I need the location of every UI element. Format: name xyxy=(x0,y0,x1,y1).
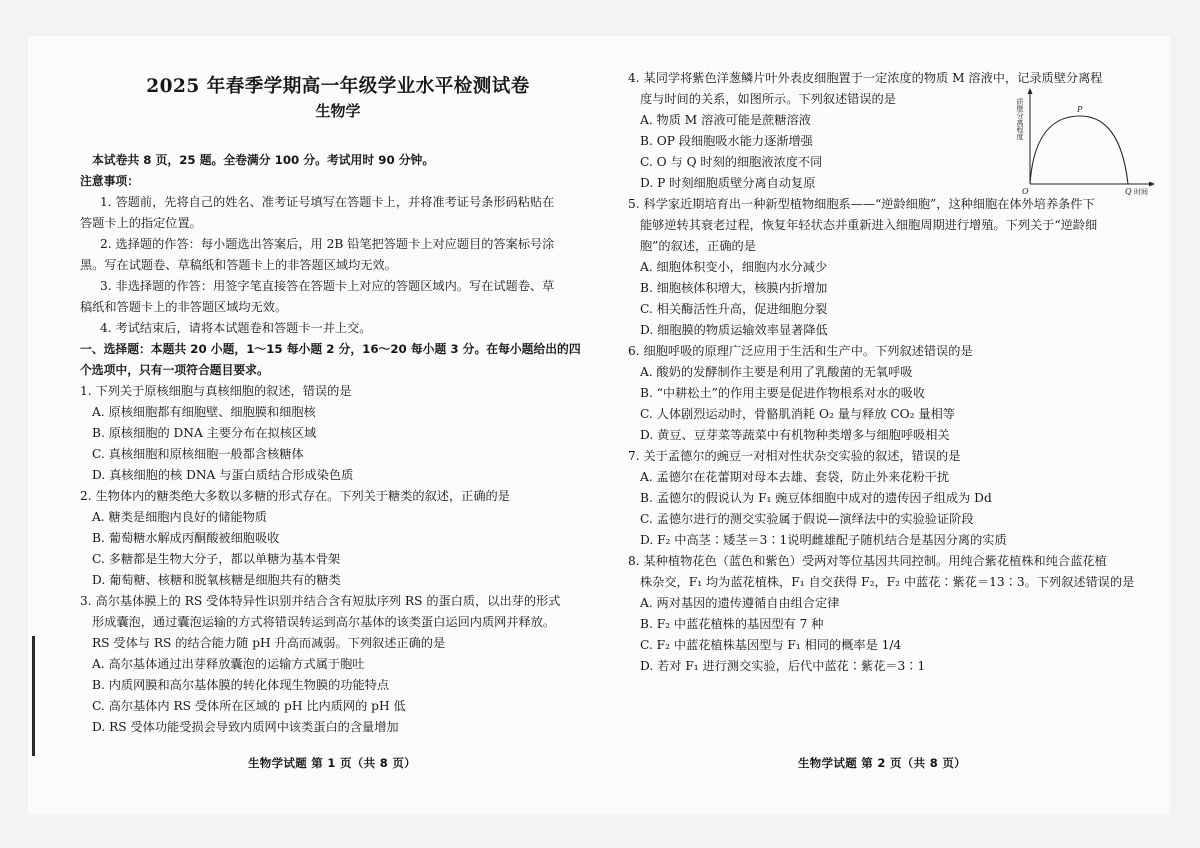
right-line: 6. 细胞呼吸的原理广泛应用于生活和生产中。下列叙述错误的是 xyxy=(628,344,973,358)
plasmolysis-graph xyxy=(1010,86,1160,196)
right-line: C. F₂ 中蓝花植株基因型与 F₁ 相同的概率是 1/4 xyxy=(640,638,902,652)
left-line: 2. 选择题的作答：每小题选出答案后，用 2B 铅笔把答题卡上对应题目的答案标号涂 xyxy=(100,237,555,251)
page-1-footer: 生物学试题 第 1 页（共 8 页） xyxy=(248,756,416,770)
left-line: A. 高尔基体通过出芽释放囊泡的运输方式属于胞吐 xyxy=(92,657,365,671)
right-line: 胞”的叙述，正确的是 xyxy=(640,239,756,253)
right-line: 度与时间的关系，如图所示。下列叙述错误的是 xyxy=(640,92,896,106)
left-line: RS 受体与 RS 的结合能力随 pH 升高而减弱。下列叙述正确的是 xyxy=(92,636,446,650)
left-line: 黑。写在试题卷、草稿纸和答题卡上的非答题区域均无效。 xyxy=(80,258,397,272)
left-line: 形成囊泡，通过囊泡运输的方式将错误转运到高尔基体的该类蛋白运回内质网并释放。 xyxy=(92,615,556,629)
right-line: A. 孟德尔在花蕾期对母本去雄、套袋，防止外来花粉干扰 xyxy=(640,470,950,484)
left-line: D. 真核细胞的核 DNA 与蛋白质结合形成染色质 xyxy=(92,468,354,482)
right-line: C. 孟德尔进行的测交实验属于假说—演绎法中的实验验证阶段 xyxy=(640,512,974,526)
right-line: D. 细胞膜的物质运输效率显著降低 xyxy=(640,323,828,337)
left-line: C. 真核细胞和原核细胞一般都含核糖体 xyxy=(92,447,304,461)
right-line: D. 若对 F₁ 进行测交实验，后代中蓝花∶紫花＝3∶1 xyxy=(640,659,926,673)
right-line: B. 孟德尔的假说认为 F₁ 豌豆体细胞中成对的遗传因子组成为 Dd xyxy=(640,491,992,505)
left-line: C. 多糖都是生物大分子，都以单糖为基本骨架 xyxy=(92,552,341,566)
right-line: D. P 时刻细胞质壁分离自动复原 xyxy=(640,176,816,190)
left-line: 1. 下列关于原核细胞与真核细胞的叙述，错误的是 xyxy=(80,384,352,398)
graph-curve xyxy=(1030,116,1128,184)
exam-title: 2025 年春季学期高一年级学业水平检测试卷 xyxy=(146,76,530,97)
left-line: B. 内质网膜和高尔基体膜的转化体现生物膜的功能特点 xyxy=(92,678,390,692)
left-line: 1. 答题前，先将自己的姓名、准考证号填写在答题卡上，并将准考证号条形码粘贴在 xyxy=(100,195,555,209)
left-line: 答题卡上的指定位置。 xyxy=(80,216,202,230)
right-line: C. 人体剧烈运动时，骨骼肌消耗 O₂ 量与释放 CO₂ 量相等 xyxy=(640,407,955,421)
right-line: 能够逆转其衰老过程，恢复年轻状态并重新进入细胞周期进行增殖。下列关于“逆龄细 xyxy=(640,218,1098,232)
graph-origin-label: O xyxy=(1022,187,1029,196)
graph-y-arrow xyxy=(1028,88,1033,94)
graph-xlabel: 时间 xyxy=(1134,188,1148,196)
right-line: D. 黄豆、豆芽菜等蔬菜中有机物种类增多与细胞呼吸相关 xyxy=(640,428,950,442)
left-line: 3. 高尔基体膜上的 RS 受体特异性识别并结合含有短肽序列 RS 的蛋白质，以出芽的形式 xyxy=(80,594,561,608)
left-line: 稿纸和答题卡上的非答题区域均无效。 xyxy=(80,300,288,314)
right-line: 8. 某种植物花色（蓝色和紫色）受两对等位基因共同控制。用纯合紫花植株和纯合蓝花植 xyxy=(628,554,1107,568)
right-line: C. 相关酶活性升高，促进细胞分裂 xyxy=(640,302,828,316)
exam-subject: 生物学 xyxy=(315,102,361,120)
left-line: A. 糖类是细胞内良好的储能物质 xyxy=(92,510,267,524)
graph-end-label: Q xyxy=(1125,187,1132,196)
right-line: A. 细胞体积变小，细胞内水分减少 xyxy=(640,260,828,274)
binding-edge-mark xyxy=(32,636,35,756)
right-line: B. OP 段细胞吸水能力逐渐增强 xyxy=(640,134,813,148)
graph-x-arrow xyxy=(1149,182,1155,187)
right-line: B. 细胞核体积增大，核膜内折增加 xyxy=(640,281,828,295)
right-line: 株杂交，F₁ 均为蓝花植株，F₁ 自交获得 F₂，F₂ 中蓝花∶紫花＝13∶3。下列叙述错误的是 xyxy=(640,575,1135,589)
left-line: 3. 非选择题的作答：用签字笔直接答在答题卡上对应的答题区域内。写在试题卷、草 xyxy=(100,279,555,293)
left-line: A. 原核细胞都有细胞壁、细胞膜和细胞核 xyxy=(92,405,316,419)
right-line: A. 酸奶的发酵制作主要是利用了乳酸菌的无氧呼吸 xyxy=(640,365,913,379)
graph-ylabel: 质壁分离程度 xyxy=(1016,98,1024,140)
right-line: 7. 关于孟德尔的豌豆一对相对性状杂交实验的叙述，错误的是 xyxy=(628,449,961,463)
right-line: B. “中耕松土”的作用主要是促进作物根系对水的吸收 xyxy=(640,386,926,400)
left-line: 注意事项： xyxy=(80,174,139,188)
left-line: B. 原核细胞的 DNA 主要分布在拟核区域 xyxy=(92,426,317,440)
right-line: 4. 某同学将紫色洋葱鳞片叶外表皮细胞置于一定浓度的物质 M 溶液中，记录质壁分离程 xyxy=(628,71,1103,85)
right-line: D. F₂ 中高茎∶矮茎＝3∶1说明雌雄配子随机结合是基因分离的实质 xyxy=(640,533,1007,547)
right-line: B. F₂ 中蓝花植株的基因型有 7 种 xyxy=(640,617,824,631)
left-line: 个选项中，只有一项符合题目要求。 xyxy=(80,363,269,377)
left-line: C. 高尔基体内 RS 受体所在区域的 pH 比内质网的 pH 低 xyxy=(92,699,406,713)
left-line: D. RS 受体功能受损会导致内质网中该类蛋白的含量增加 xyxy=(92,720,399,734)
left-line: 本试卷共 8 页，25 题。全卷满分 100 分。考试用时 90 分钟。 xyxy=(92,153,435,167)
left-line: 4. 考试结束后，请将本试题卷和答题卡一并上交。 xyxy=(100,321,372,335)
right-line: A. 物质 M 溶液可能是蔗糖溶液 xyxy=(640,113,811,127)
page-2-footer: 生物学试题 第 2 页（共 8 页） xyxy=(798,756,966,770)
right-line: 5. 科学家近期培育出一种新型植物细胞系——“逆龄细胞”，这种细胞在体外培养条件下 xyxy=(628,197,1095,211)
left-line: 2. 生物体内的糖类绝大多数以多糖的形式存在。下列关于糖类的叙述，正确的是 xyxy=(80,489,510,503)
graph-peak-label: P xyxy=(1077,105,1083,114)
left-line: 一、选择题：本题共 20 小题，1～15 每小题 2 分，16～20 每小题 3 分。在每小题给出的四 xyxy=(80,342,581,356)
left-line: B. 葡萄糖水解成丙酮酸被细胞吸收 xyxy=(92,531,280,545)
left-line: D. 葡萄糖、核糖和脱氧核糖是细胞共有的糖类 xyxy=(92,573,341,587)
right-line: C. O 与 Q 时刻的细胞液浓度不同 xyxy=(640,155,823,169)
right-line: A. 两对基因的遗传遵循自由组合定律 xyxy=(640,596,840,610)
exam-sheet xyxy=(28,36,1170,814)
